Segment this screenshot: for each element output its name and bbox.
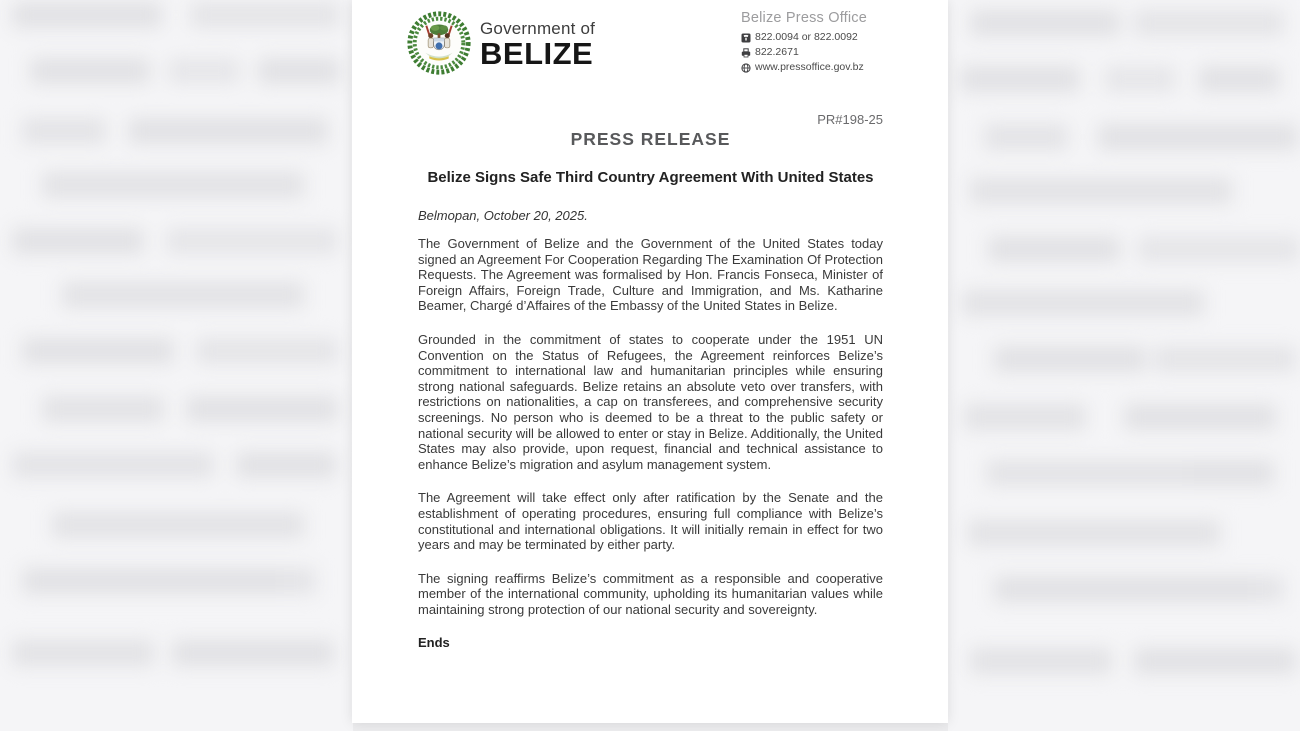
paragraph-safeguards: Grounded in the commitment of states to cooperate under the 1951 UN Convention on the Status of Refugees, the Agreement reinforces Belize’s commitment to international law and humanitarian principles while ensuring strong national safeguards. Belize retains an absolute veto over transfers, with restrictions on nationalities, a cap on transferees, and comprehensive security screenings. No person who is deemed to be a threat to the public safety or national security will be allowed to enter or stay in Belize. Additionally, the United States may also provide, upon request, financial and technical assistance to enhance Belize’s migration and asylum management system. bbox=[418, 331, 883, 472]
belize-coat-of-arms-icon bbox=[404, 8, 474, 78]
letterhead bbox=[404, 8, 887, 82]
blurred-background-left bbox=[0, 0, 353, 731]
press-office-title: Belize Press Office bbox=[741, 10, 868, 26]
paragraph-signing: The Government of Belize and the Government of the United States today signed an Agreement For Cooperation Regarding The Examination Of Protection Requests. The Agreement was formalised by Hon. Francis Fonseca, Minister of Foreign Affairs, Foreign Trade, Culture and Immigration, and Ms. Katharine Beamer, Chargé d’Affaires of the Embassy of the United States in Belize. bbox=[418, 236, 883, 314]
document-type-title: PRESS RELEASE bbox=[570, 129, 731, 149]
blurred-background-right bbox=[948, 0, 1300, 731]
fax-icon bbox=[741, 48, 751, 58]
ends-label: Ends bbox=[418, 635, 450, 651]
paragraph-ratification: The Agreement will take effect only after ratification by the Senate and the establishment of operating procedures, ensuring full compliance with Belize’s constitutional and international obligations. It will initially remain in effect for two years and may be terminated by either party. bbox=[418, 490, 883, 553]
belize-wordmark: BELIZE bbox=[480, 35, 594, 71]
globe-icon bbox=[741, 63, 751, 73]
logo-text bbox=[480, 17, 595, 70]
pr-number: PR#198-25 bbox=[817, 112, 883, 127]
logo-line-government-of: Government of bbox=[480, 18, 596, 38]
dateline: Belmopan, October 20, 2025. bbox=[418, 208, 588, 223]
press-release-page bbox=[352, 0, 948, 723]
fax-number: 822.2671 bbox=[755, 46, 799, 58]
website-line bbox=[741, 60, 887, 75]
government-logo bbox=[404, 8, 595, 78]
website-url: www.pressoffice.gov.bz bbox=[755, 61, 864, 73]
fax-line bbox=[741, 45, 887, 60]
phone-numbers: 822.0094 or 822.0092 bbox=[755, 31, 858, 43]
paragraph-reaffirmation: The signing reaffirms Belize’s commitment as a responsible and cooperative member of the international community, upholding its humanitarian values while maintaining strong protection of our national security and sovereignty. bbox=[418, 570, 883, 617]
press-office-contact-block bbox=[741, 10, 887, 75]
headline: Belize Signs Safe Third Country Agreement With United States bbox=[427, 169, 874, 186]
phone-icon bbox=[741, 33, 751, 43]
phone-line bbox=[741, 30, 887, 45]
